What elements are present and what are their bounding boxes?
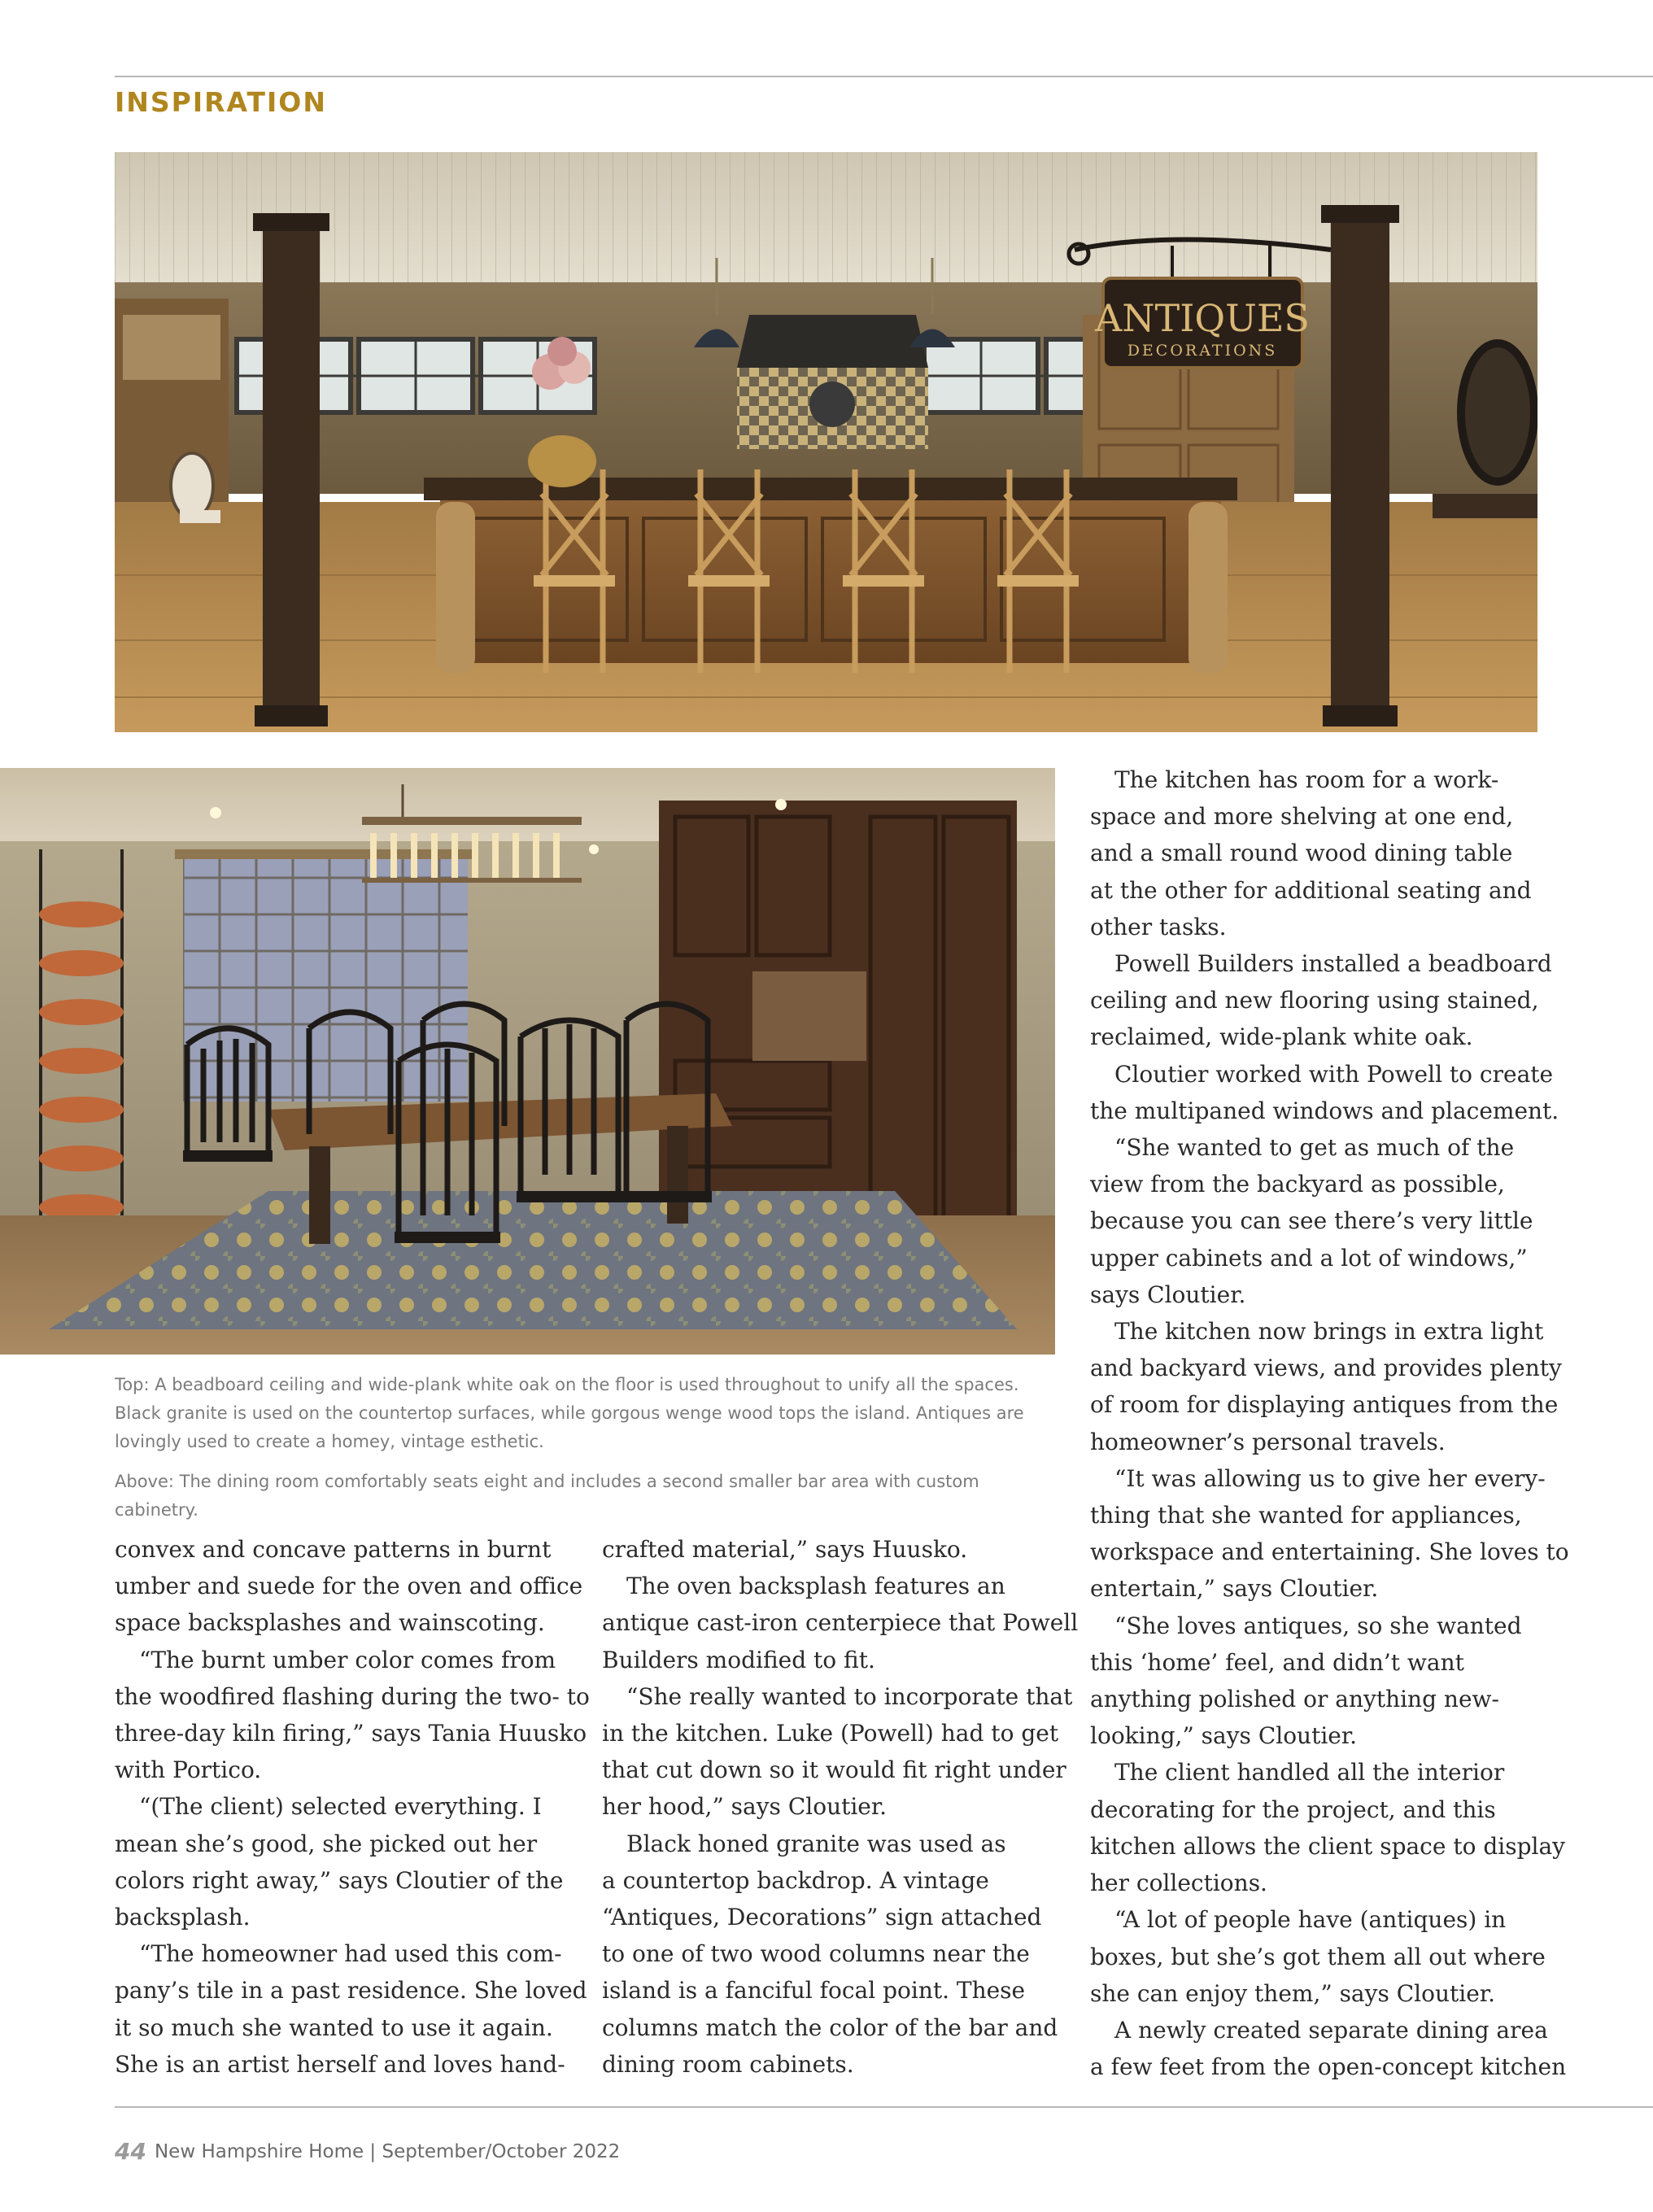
body-line: Powell Builders installed a beadboard — [1114, 950, 1552, 978]
publication-info: New Hampshire Home | September/October 2022 — [154, 2140, 621, 2162]
body-line: Cloutier worked with Powell to create — [1114, 1060, 1554, 1088]
body-line: A newly created separate dining area — [1114, 2016, 1548, 2044]
body-line: this ‘home’ feel, and didn’t want — [1090, 1648, 1464, 1676]
body-line: “She really wanted to incorporate that — [626, 1682, 1073, 1710]
body-line: homeowner’s personal travels. — [1090, 1428, 1446, 1455]
body-line: “Antiques, Decorations” sign attached — [602, 1904, 1042, 1931]
body-line: boxes, but she’s got them all out where — [1090, 1943, 1546, 1970]
body-line: “She wanted to get as much of the — [1114, 1134, 1515, 1162]
body-line: “(The client) selected everything. I — [139, 1793, 542, 1821]
page-number: 44 — [115, 2138, 146, 2165]
body-line: the multipaned windows and placement. — [1090, 1097, 1559, 1124]
body-line: with Portico. — [115, 1756, 262, 1784]
caption-top-line: Black granite is used on the countertop surfaces, while gorgous wenge wood tops the island. Antiques are — [115, 1403, 1024, 1423]
page-footer — [115, 2138, 620, 2165]
body-line: space and more shelving at one end, — [1090, 803, 1514, 831]
body-line: of room for displaying antiques from the — [1090, 1391, 1559, 1419]
article-column-1 — [115, 1531, 590, 2083]
body-line: antique cast-iron centerpiece that Powell — [602, 1609, 1079, 1637]
body-line: reclaimed, wide-plank white oak. — [1090, 1023, 1473, 1051]
body-line: decorating for the project, and this — [1090, 1795, 1496, 1823]
sign-line-decorations: DECORATIONS — [1127, 342, 1278, 360]
body-line: She is an artist herself and loves hand- — [115, 2050, 565, 2078]
body-line: looking,” says Cloutier. — [1090, 1722, 1358, 1750]
body-line: crafted material,” says Huusko. — [602, 1536, 968, 1563]
body-line: upper cabinets and a lot of windows,” — [1090, 1244, 1528, 1272]
body-line: “The homeowner had used this com- — [139, 1940, 562, 1968]
top-rule — [115, 76, 1653, 77]
body-line: a countertop backdrop. A vintage — [602, 1866, 989, 1894]
bottom-rule — [115, 2106, 1653, 2108]
body-line: Builders modified to fit. — [602, 1646, 875, 1673]
body-line: “A lot of people have (antiques) in — [1114, 1906, 1507, 1934]
body-line: mean she’s good, she picked out her — [115, 1830, 538, 1857]
body-line: Black honed granite was used as — [626, 1830, 1006, 1857]
body-line: because you can see there’s very little — [1090, 1207, 1533, 1235]
body-line: and backyard views, and provides plenty — [1090, 1355, 1562, 1382]
body-line: at the other for additional seating and — [1090, 876, 1532, 904]
caption-top-line: lovingly used to create a homey, vintage esthetic. — [115, 1432, 544, 1451]
body-line: the woodfired flashing during the two- to — [115, 1682, 590, 1710]
body-line: pany’s tile in a past residence. She loved — [115, 1977, 587, 2005]
body-line: ceiling and new flooring using stained, — [1090, 987, 1539, 1014]
body-line: her collections. — [1090, 1870, 1267, 1897]
body-line: anything polished or anything new- — [1090, 1686, 1499, 1713]
body-line: to one of two wood columns near the — [602, 1940, 1030, 1968]
body-line: colors right away,” says Cloutier of the — [115, 1866, 564, 1894]
dining-room-photo — [0, 768, 1055, 1355]
body-line: dining room cabinets. — [602, 2050, 854, 2078]
body-line: kitchen allows the client space to display — [1090, 1832, 1565, 1860]
body-line: three-day kiln firing,” says Tania Huusko — [115, 1720, 587, 1747]
body-line: “She loves antiques, so she wanted — [1114, 1612, 1522, 1639]
body-line: convex and concave patterns in burnt — [115, 1536, 552, 1563]
body-line: in the kitchen. Luke (Powell) had to get — [602, 1720, 1059, 1747]
body-line: umber and suede for the oven and office — [115, 1573, 583, 1600]
caption-dining-photo: Above: The dining room comfortably seats eight and includes a second smaller bar area with custom cabinetry. — [115, 1472, 979, 1520]
body-line: island is a fanciful focal point. These — [602, 1977, 1026, 2005]
body-line: other tasks. — [1090, 913, 1227, 940]
article-column-2 — [602, 1531, 1079, 2083]
body-line: and a small round wood dining table — [1090, 840, 1513, 867]
body-line: a few feet from the open-concept kitchen — [1090, 2053, 1567, 2081]
body-line: says Cloutier. — [1090, 1281, 1246, 1308]
body-line: view from the backyard as possible, — [1090, 1171, 1505, 1198]
body-line: “The burnt umber color comes from — [139, 1646, 556, 1673]
body-line: that cut down so it would fit right under — [602, 1756, 1066, 1784]
caption-top-line: Top: A beadboard ceiling and wide-plank white oak on the floor is used throughout to unify all the spaces. — [115, 1375, 1019, 1394]
kitchen-photo — [115, 152, 1537, 732]
body-line: The kitchen now brings in extra light — [1114, 1318, 1544, 1346]
body-line: it so much she wanted to use it again. — [115, 2013, 553, 2041]
body-line: The client handled all the interior — [1114, 1759, 1505, 1787]
body-line: thing that she wanted for appliances, — [1090, 1502, 1522, 1529]
body-line: backsplash. — [115, 1904, 251, 1931]
sign-line-antiques: ANTIQUES — [1095, 296, 1310, 340]
body-line: she can enjoy them,” says Cloutier. — [1090, 1979, 1495, 2007]
body-line: The oven backsplash features an — [626, 1573, 1005, 1600]
body-line: The kitchen has room for a work- — [1114, 766, 1499, 793]
caption-top-photo — [115, 1371, 1058, 1456]
section-label: INSPIRATION — [115, 86, 327, 118]
body-line: entertain,” says Cloutier. — [1090, 1575, 1379, 1603]
body-line: space backsplashes and wainscoting. — [115, 1609, 545, 1637]
body-line: “It was allowing us to give her every- — [1114, 1464, 1546, 1492]
body-line: her hood,” says Cloutier. — [602, 1793, 888, 1821]
article-column-3 — [1090, 761, 1594, 2085]
body-line: workspace and entertaining. She loves to — [1090, 1538, 1569, 1566]
body-line: columns match the color of the bar and — [602, 2013, 1058, 2041]
